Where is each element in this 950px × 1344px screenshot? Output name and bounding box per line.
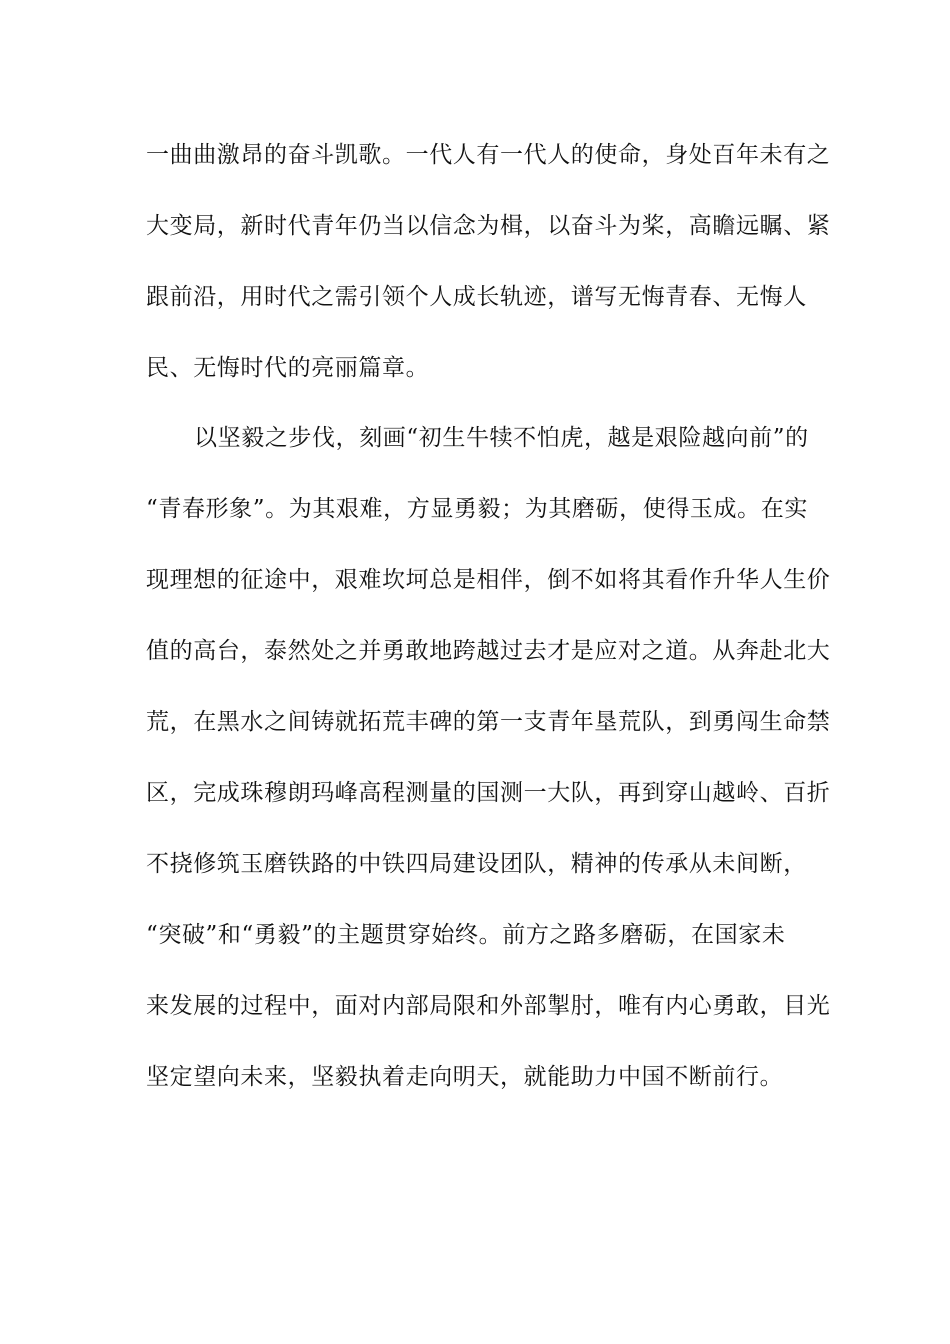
paragraph-2-line-1: 以坚毅之步伐，刻画“初生牛犊不怕虎，越是艰险越向前”的 — [194, 425, 809, 451]
paragraph-2-line-6: 区，完成珠穆朗玛峰高程测量的国测一大队，再到穿山越岭、百折 — [146, 780, 831, 806]
paragraph-1-line-1: 一曲曲激昂的奋斗凯歌。一代人有一代人的使命，身处百年未有之 — [146, 142, 831, 168]
paragraph-2-line-4: 值的高台，泰然处之并勇敢地跨越过去才是应对之道。从奔赴北大 — [146, 638, 831, 664]
paragraph-2-line-10: 坚定望向未来，坚毅执着走向明天，就能助力中国不断前行。 — [146, 1064, 784, 1090]
paragraph-1-line-3: 跟前沿，用时代之需引领个人成长轨迹，谱写无悔青春、无悔人 — [146, 284, 807, 310]
paragraph-2-line-7: 不挠修筑玉磨铁路的中铁四局建设团队，精神的传承从未间断， — [146, 851, 807, 877]
paragraph-2-line-3: 现理想的征途中，艰难坎坷总是相伴，倒不如将其看作升华人生价 — [146, 567, 831, 593]
paragraph-2-line-8: “突破”和“勇毅”的主题贯穿始终。前方之路多磨砺，在国家未 — [146, 922, 786, 948]
paragraph-1-line-4: 民、无悔时代的亮丽篇章。 — [146, 355, 430, 381]
paragraph-2-line-5: 荒，在黑水之间铸就拓荒丰碑的第一支青年垦荒队，到勇闯生命禁 — [146, 709, 831, 735]
paragraph-2-line-9: 来发展的过程中，面对内部局限和外部掣肘，唯有内心勇敢，目光 — [146, 993, 831, 1019]
paragraph-1-line-2: 大变局，新时代青年仍当以信念为楫，以奋斗为桨，高瞻远瞩、紧 — [146, 213, 831, 239]
paragraph-2-line-2: “青春形象”。为其艰难，方显勇毅；为其磨砺，使得玉成。在实 — [146, 496, 808, 522]
